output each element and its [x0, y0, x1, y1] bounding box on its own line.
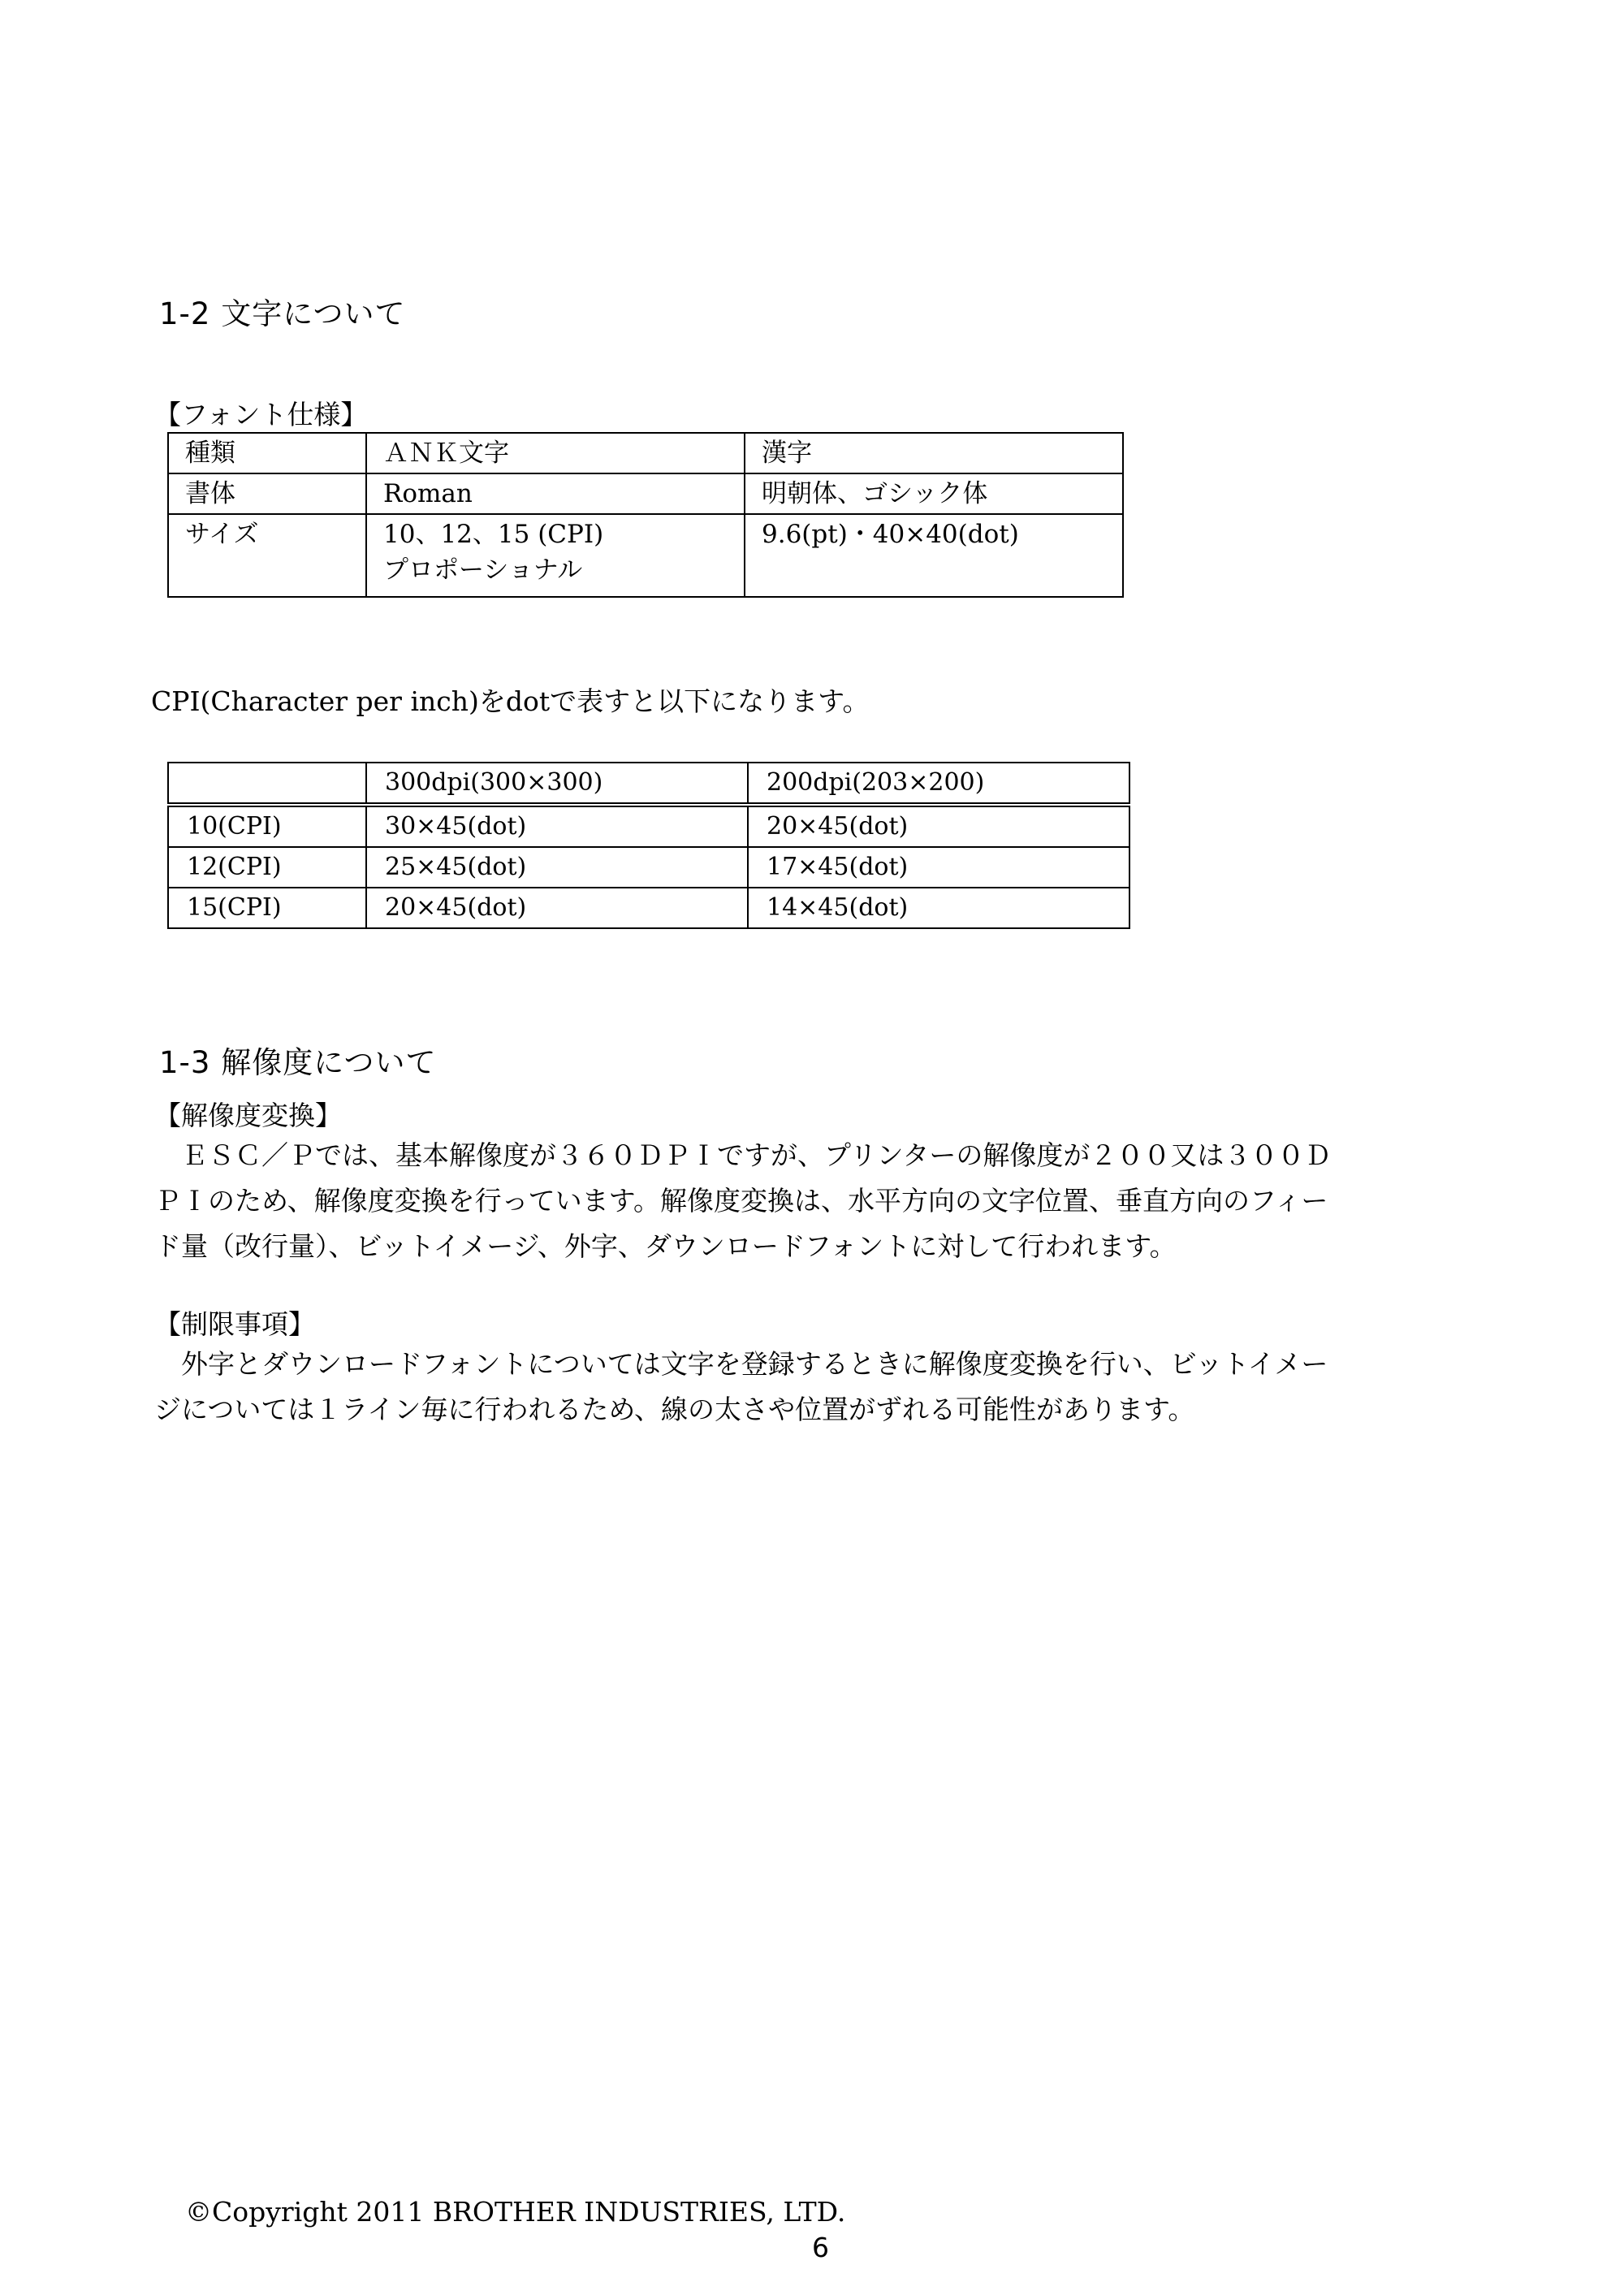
table-cell: 25×45(dot) — [366, 847, 748, 888]
table-cell: 20×45(dot) — [748, 805, 1129, 847]
table-header-row — [168, 763, 1129, 805]
table-cell: 明朝体、ゴシック体 — [745, 473, 1123, 514]
table-cell: 10(CPI) — [168, 805, 366, 847]
limitation-paragraph — [154, 1342, 1328, 1433]
table-cell: 種類 — [168, 433, 366, 473]
table-cell: 12(CPI) — [168, 847, 366, 888]
table-cell: 17×45(dot) — [748, 847, 1129, 888]
copyright-footer: ©Copyright 2011 BROTHER INDUSTRIES, LTD. — [185, 2196, 846, 2228]
paragraph-line: 外字とダウンロードフォントについては文字を登録するときに解像度変換を行い、ビットイメー — [154, 1348, 1328, 1380]
table-cell: Roman — [366, 473, 745, 514]
cpi-dot-table — [167, 762, 1130, 929]
table-row — [168, 433, 1123, 473]
table-row — [168, 847, 1129, 888]
table-header-cell: 300dpi(300×300) — [366, 763, 748, 805]
paragraph-line: ＥＳＣ／Ｐでは、基本解像度が３６０ＤＰＩですが、プリンターの解像度が２００又は３００Ｄ — [154, 1139, 1332, 1171]
cpi-note-text: CPI(Character per inch)をdotで表すと以下になります。 — [151, 685, 870, 717]
table-cell: 14×45(dot) — [748, 888, 1129, 928]
section-heading-1-2: 1-2 文字について — [159, 296, 406, 331]
cpi-note — [151, 681, 869, 719]
table-row — [168, 473, 1123, 514]
table-row — [168, 805, 1129, 847]
size-proportional: プロポーショナル — [383, 555, 583, 585]
table-cell: 30×45(dot) — [366, 805, 748, 847]
font-spec-table — [167, 432, 1124, 598]
paragraph-line: ＰＩのため、解像度変換を行っています。解像度変換は、水平方向の文字位置、垂直方向のフィー — [154, 1185, 1328, 1217]
paragraph-line: ジについては１ライン毎に行われるため、線の太さや位置がずれる可能性があります。 — [154, 1394, 1195, 1425]
table-cell: ＡＮＫ文字 — [366, 433, 745, 473]
paragraph-line: ド量（改行量）、ビットイメージ、外字、ダウンロードフォントに対して行われます。 — [154, 1230, 1177, 1262]
resolution-conversion-paragraph — [154, 1133, 1331, 1269]
font-spec-label: 【フォント仕様】 — [154, 399, 368, 430]
table-cell: 書体 — [168, 473, 366, 514]
table-header-cell — [168, 763, 366, 805]
section-heading-1-3: 1-3 解像度について — [159, 1045, 437, 1080]
table-cell: サイズ — [168, 514, 366, 597]
page-number: 6 — [812, 2232, 829, 2263]
table-cell — [366, 514, 745, 597]
table-row — [168, 514, 1123, 597]
resolution-conversion-label: 【解像度変換】 — [154, 1100, 342, 1131]
limitation-label: 【制限事項】 — [154, 1308, 315, 1340]
size-cpi-values: 10、12、15 (CPI) — [383, 520, 604, 549]
table-cell: 漢字 — [745, 433, 1123, 473]
table-row — [168, 888, 1129, 928]
table-cell: 20×45(dot) — [366, 888, 748, 928]
table-header-cell: 200dpi(203×200) — [748, 763, 1129, 805]
table-cell: 15(CPI) — [168, 888, 366, 928]
table-cell: 9.6(pt)・40×40(dot) — [745, 514, 1123, 597]
